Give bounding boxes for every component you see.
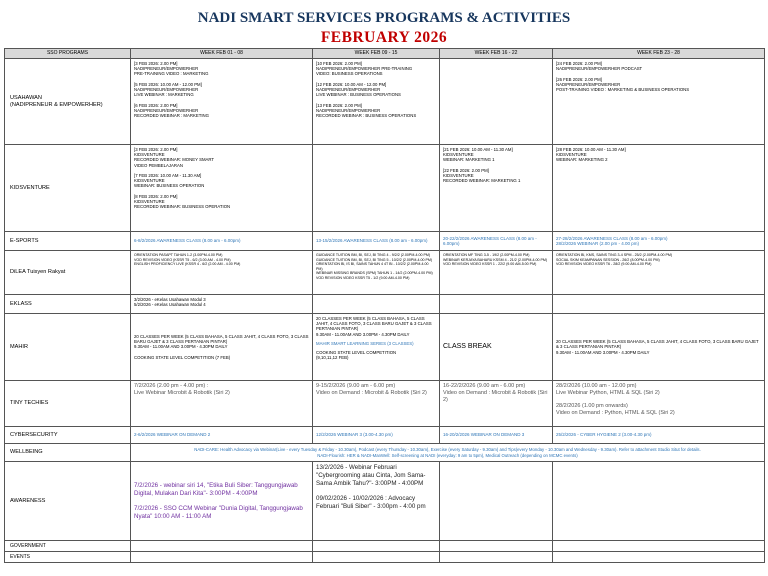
program-cybersecurity: CYBERSECURITY bbox=[5, 427, 131, 444]
table-row bbox=[5, 462, 765, 541]
table-row bbox=[5, 295, 765, 314]
program-eklass: EKLASS bbox=[5, 295, 131, 314]
kidsventure-week4: [28 FEB 2026: 10.00 AM - 11.30 AM] KIDSVENTURE WEBINAR: MARKETING 2 bbox=[553, 145, 765, 232]
awareness-week2 bbox=[313, 462, 440, 541]
column-header: WEEK FEB 09 - 15 bbox=[313, 49, 440, 59]
awareness-week3 bbox=[440, 462, 553, 541]
column-header: WEEK FEB 16 - 22 bbox=[440, 49, 553, 59]
program-kidsventure: KIDSVENTURE bbox=[5, 145, 131, 232]
table-row bbox=[5, 541, 765, 552]
esports-week2: 13-15/2/2026 AWARENESS CLASS (8.00 am - 6.00pm) bbox=[313, 232, 440, 251]
header-row bbox=[5, 49, 765, 59]
table-row bbox=[5, 427, 765, 444]
kidsventure-week1: [3 FEB 2026: 2.00 PM] KIDSVENTURE RECORDED WEBINAR: MONEY SMART VIDEO PEMBELAJARAN [7 FEB 2026: 10.00 AM - 11.30 AM] KIDSVENTURE WEBINAR: BUSINESS OPERATION [8 FEB 2026: 2.00 PM] KIDSVENTURE RECORDED WEBINAR: BUSINESS OPERATION bbox=[131, 145, 313, 232]
table-row bbox=[5, 145, 765, 232]
mahir-week2-cell bbox=[313, 314, 440, 381]
column-header: SSO PROGRAMS bbox=[5, 49, 131, 59]
program-events: EVENTS bbox=[5, 552, 131, 563]
kidsventure-week3: [21 FEB 2026: 10.00 AM - 11.30 AM] KIDSVENTURE WEBINAR: MARKETING 1 [22 FEB 2026: 2.00 PM] KIDSVENTURE RECORDED WEBINAR: MARKETING 1 bbox=[440, 145, 553, 232]
table-row bbox=[5, 552, 765, 563]
tiny-week3: 16-22/2/2026 (9.00 am - 6.00 pm) Video on Demand : Microbit & Robotik (Siri 2) bbox=[440, 381, 553, 427]
program-usahawan: USAHAWAN (NADIPRENEUR & EMPOWERHER) bbox=[5, 59, 131, 145]
table-row bbox=[5, 251, 765, 295]
program-government: GOVERNMENT bbox=[5, 541, 131, 552]
cyber-week2: 12/2/2026 WEBINAR 3 (3.00-4.30 pm) bbox=[313, 427, 440, 444]
awareness-week4 bbox=[553, 462, 765, 541]
cyber-week1: 2-6/2/2026 WEBINAR ON DEMAND 2 bbox=[131, 427, 313, 444]
tiny-week2: 9-15/2/2026 (9.00 am - 6.00 pm) Video on Demand : Microbit & Robotik (Siri 2) bbox=[313, 381, 440, 427]
table-row bbox=[5, 59, 765, 145]
program-wellbeing: WELLBEING bbox=[5, 444, 131, 462]
awareness-week2-item: 13/2/2026 - Webinar Februari "Cybergrooming atau Cinta, Jom Sama-Sama Ambik Tahu?"- 3:00PM - 4:00PM bbox=[316, 464, 426, 487]
table-row bbox=[5, 314, 765, 381]
eklass-week1: 3/2/2026 - eKelas Usahawan Modul 3 5/2/2026 - eKelas Usahawan Modul 4 bbox=[131, 295, 313, 314]
usahawan-week4: [24 FEB 2026: 2.00 PM] NADIPRENEUR/EMPOWERHER PODCAST [26 FEB 2026: 2.00 PM] NADIPRENEUR/EMPOWERHER POST-TRAINING VIDEO : MARKETING & BUSINESS OPERATIONS bbox=[553, 59, 765, 145]
eklass-week2 bbox=[313, 295, 440, 314]
page-subtitle: FEBRUARY 2026 bbox=[320, 29, 448, 46]
wellbeing-line-1: NADI-CARE: Health Advocacy via Webinar(Live - every Tuesday & Friday - 10.30am), Podcast (every Thursday - 10.30am), Exercise (every Saturday - 9.30am) and Tips(every Monday - 10.30am and Wednesday - 9.30am). Refer to attachment Studio Situt for details. bbox=[194, 447, 701, 453]
column-header: WEEK FEB 23 - 28 bbox=[553, 49, 765, 59]
awareness-week1-item: 7/2/2026 - webinar siri 14, "Etika Buli Siber: Tanggungjawab Digital, Mulakan Dari Kita"- 3:00PM - 4:00PM bbox=[134, 481, 298, 497]
tiny-week4: 28/2/2026 (10.00 am - 12.00 pm) Live Webinar Python, HTML & SQL (Siri 2) 28/2/2026 (1.00 pm onwards) Video on Demand : Python, HTML & SQL (Siri 2) bbox=[553, 381, 765, 427]
tiny-week1: 7/2/2026 (2.00 pm - 4.00 pm) : Live Webinar Microbit & Robotik (Siri 2) bbox=[131, 381, 313, 427]
esports-week3: 20-22/2/2026 AWARENESS CLASS (8.00 am - 6.00pm) bbox=[440, 232, 553, 251]
program-tiny-techies: TINY TECHIES bbox=[5, 381, 131, 427]
esports-week4: 27-28/2/2026 AWARENESS CLASS (8.00 am - 6.00pm) 28/2/2026 WEBINAR (2.00 pm - 4.00 pm) bbox=[553, 232, 765, 251]
table-row bbox=[5, 444, 765, 462]
program-awareness: AWARENESS bbox=[5, 462, 131, 541]
table-row bbox=[5, 232, 765, 251]
awareness-week2-item: 09/02/2026 - 10/02/2026 : Advocacy Februari "Buli Siber" - 3:00pm - 4:00 pm bbox=[316, 495, 426, 510]
column-header: WEEK FEB 01 - 08 bbox=[131, 49, 313, 59]
usahawan-week1: [3 FEB 2026: 2.00 PM] NADIPRENEUR/EMPOWERHER PRE-TRAINING VIDEO : MARKETING [5 FEB 2026: 10.00 AM - 12.00 PM] NADIPRENEUR/EMPOWERHER LIVE WEBINAR : MARKETING [6 FEB 2026: 2.00 PM] NADIPRENEUR/EMPOWERHER RECORDED WEBINAR : MARKETING bbox=[131, 59, 313, 145]
kidsventure-week2 bbox=[313, 145, 440, 232]
mahir-week2-series: MAHIR SMART LEARNING SERIES (3 CLASSES) bbox=[316, 340, 414, 346]
dilea-week1: ORIENTATION PASAPT TAHUN 1-2 (3.00PM-4.00 PM) VOD REVISION VIDEO (KSSR T5 - 6/2 (3.00 AM - 4.00 PM) ENGLISH PROFICIENCY LIVE (KSSR 4 - 6/2 (2.00 AM - 4.00 PM) bbox=[131, 251, 313, 295]
eklass-week3 bbox=[440, 295, 553, 314]
esports-week1: 6-8/2/2026 AWARENESS CLASS (8.00 am - 6.00pm) bbox=[131, 232, 313, 251]
mahir-week3: CLASS BREAK bbox=[440, 314, 553, 381]
awareness-week1-item: 7/2/2026 - SSO CCM Webinar "Dunia Digital, Tanggungjawab Nyata" 10:00 AM - 11:00 AM bbox=[134, 504, 303, 520]
dilea-week4: ORIENTATION BI, KMS, SAINS TING 3-4 SPM - 25/2 (2.00PM-4.00 PM) SOCIAL SKIM KEAMPANAN SESSION - 26/2 (8.00PM-4.00 PM) VOD REVISION VIDEO KSSR T6 - 28/2 (9.00 AM-4.00 PM) bbox=[553, 251, 765, 295]
mahir-week4: 20 CLASSES PER WEEK (5 CLASS BAHASA, 5 CLASS JAHIT, 4 CLASS FOTO, 3 CLASS BARU GAJET & 3 CLASS PERTANIAN PINTAR) 9.30AM - 11.00AM AND 3.00PM - 4.30PM DAILY bbox=[553, 314, 765, 381]
dilea-week3: ORIENTATION MF TING 3-5 - 19/2 (2.00PM-4.00 PM) WEBINAR KERJAYA BAHARU KSSM 4 - 21/2 (2.00PM-4.00 PM) VOD REVISION VIDEO KSSR 1 - 22/2 (9.00 AM-5.00 PM) bbox=[440, 251, 553, 295]
mahir-week1: 20 CLASSES PER WEEK (5 CLASS BAHASA, 5 CLASS JAHIT, 4 CLASS FOTO, 3 CLASS BARU GAJET & 3 CLASS PERTANIAN PINTAR) 9.30AM - 11.00AM AND 3.00PM - 4.30PM DAILY COOKING STATE LEVEL COMPETITION (7 FEB) bbox=[131, 314, 313, 381]
page-title: NADI SMART SERVICES PROGRAMS & ACTIVITIES bbox=[197, 10, 571, 26]
awareness-week1 bbox=[131, 462, 313, 541]
usahawan-week3 bbox=[440, 59, 553, 145]
eklass-week4 bbox=[553, 295, 765, 314]
table-row bbox=[5, 381, 765, 427]
mahir-week2: 20 CLASSES PER WEEK (5 CLASS BAHASA, 5 CLASS JAHIT, 4 CLASS FOTO, 3 CLASS BARU GAJET & 3 CLASS PERTANIAN PINTAR) 9.30AM - 11.00AM AND 3.00PM - 4.30PM DAILY bbox=[316, 316, 432, 337]
wellbeing-line-2: NADI-Flourish: HER & NADI-ManWell: Self-screening at NADI (everyday: 9 am to 5pm), Medical Outreach (depending on MCMC events) bbox=[317, 452, 578, 458]
program-dilea: DiLEA Tuisyen Rakyat bbox=[5, 251, 131, 295]
mahir-week2-competition: COOKING STATE LEVEL COMPETITION (9,10,11,12 FEB) bbox=[316, 350, 397, 361]
cyber-week4: 25/2/2026 - CYBER HYGIENE 2 (3.00-4.30 pm) bbox=[553, 427, 765, 444]
program-esports: E-SPORTS bbox=[5, 232, 131, 251]
dilea-week2: GUIDANCE TUITION BM, BI, SEJ, BI TING 4 - 9/2/2 (2.00PM-4.00 PM) GUIDANCE TUITION BM, BI, SEJ, BI TING 5 - 10/2/2 (2.00PM-4.00 PM) ORIENTATION BI, IS BI, SAINS TAHUN 4 4T BI - 10/2/2 (2.00PM-4.00 PM) WEBINAR MISSING BRANDS (SPM) TAHUN 1 - 14/2 (2.00PM-4.00 PM) VOD REVISION VIDEO KSSR T5 - 1/2 (9.00 AM-4.00 PM) bbox=[313, 251, 440, 295]
programs-table bbox=[4, 48, 765, 563]
wellbeing-info bbox=[131, 444, 765, 462]
cyber-week3: 16-20/2/2026 WEBINAR ON DEMAND 3 bbox=[440, 427, 553, 444]
program-mahir: MAHIR bbox=[5, 314, 131, 381]
usahawan-week2: [10 FEB 2026: 2.00 PM] NADIPRENEUR/EMPOWERHER PRE-TRAINING VIDEO: BUSINESS OPERATIONS [12 FEB 2026: 10.00 AM - 12.00 PM] NADIPRENEUR/EMPOWERHER LIVE WEBINAR : BUSINESS OPERATIONS [13 FEB 2026: 2.00 PM] NADIPRENEUR/EMPOWERHER RECORDED WEBINAR : BUSINESS OPERATIONS bbox=[313, 59, 440, 145]
